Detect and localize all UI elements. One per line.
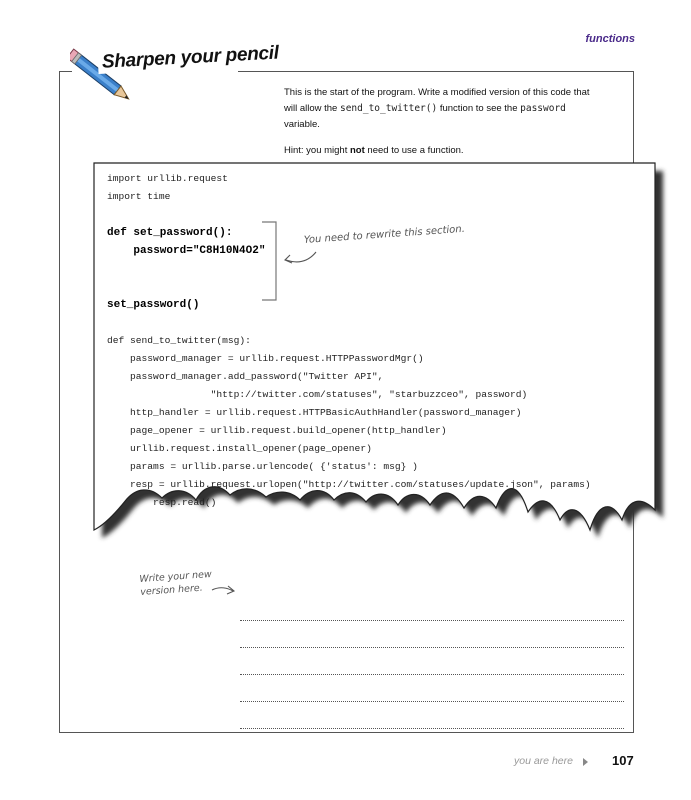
play-arrow-icon [583,758,588,766]
variable-name: password [520,103,566,114]
code-line: http_handler = urllib.request.HTTPBasicAuthHandler(password_manager) [107,407,522,418]
code-line: password="C8H10N4O2" [107,245,266,257]
code-line: resp.read() [107,497,217,508]
answer-line[interactable] [240,648,624,675]
write-annotation: Write your new version here. [139,568,213,598]
code-line: def set_password(): [107,227,233,239]
you-are-here-label: you are here [514,755,573,767]
rewrite-annotation: You need to rewrite this section. [303,223,466,246]
code-block [107,170,655,512]
answer-area[interactable] [240,594,624,729]
answer-line[interactable] [240,594,624,621]
hint-suffix: need to use a function. [364,145,464,156]
instructions-part1: This is the start of the program. Write a modified version of this code that will allow the [284,87,590,114]
code-line [107,314,655,332]
hint-bold: not [350,145,365,156]
code-line: password_manager = urllib.request.HTTPPasswordMgr() [107,353,424,364]
answer-line[interactable] [240,702,624,729]
code-line: page_opener = urllib.request.build_opener(http_handler) [107,425,447,436]
code-line: urllib.request.install_opener(page_opener) [107,443,372,454]
function-name: send_to_twitter() [339,103,438,114]
code-line: def send_to_twitter(msg): [107,335,251,346]
code-line [107,206,655,224]
code-line: set_password() [107,299,200,311]
code-line: "http://twitter.com/statuses", "starbuzzceo", password) [107,389,528,400]
code-line [107,278,655,296]
code-line: params = urllib.parse.urlencode( {'status': msg} ) [107,461,418,472]
code-line: resp = urllib.request.urlopen("http://twitter.com/statuses/update.json", params) [107,479,591,490]
code-line: import time [107,191,171,202]
answer-line[interactable] [240,621,624,648]
instructions-part3: variable. [284,119,320,130]
page-number: 107 [612,753,634,768]
code-line [107,260,655,278]
code-line: password_manager.add_password("Twitter API", [107,371,384,382]
section-title: functions [585,33,635,45]
hint-prefix: Hint: you might [284,145,350,156]
instructions-part2: function to see the [437,103,521,114]
code-line: import urllib.request [107,173,228,184]
answer-line[interactable] [240,675,624,702]
exercise-title: Sharpen your pencil [97,42,283,74]
